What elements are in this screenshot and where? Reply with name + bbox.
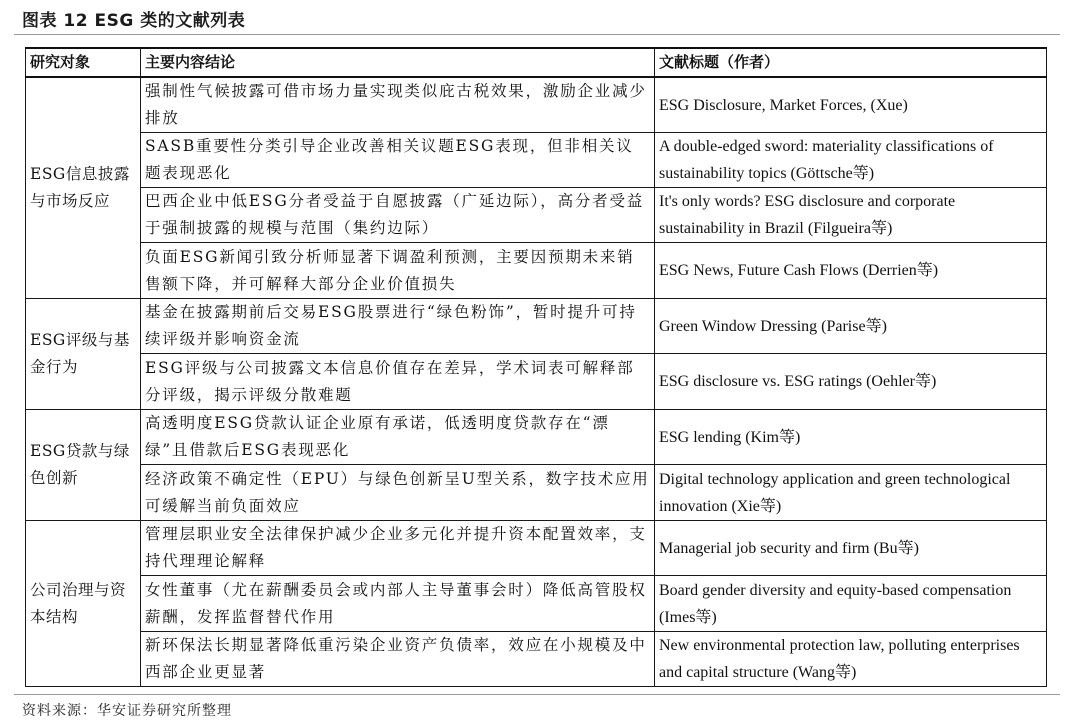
finding-cell: 女性董事（尤在薪酬委员会或内部人主导董事会时）降低高管股权薪酬，发挥监督替代作用	[141, 576, 655, 632]
reference-cell: A double-edged sword: materiality classifications of sustainability topics (Göttsche等)	[655, 133, 1047, 188]
finding-cell: 新环保法长期显著降低重污染企业资产负债率，效应在小规模及中西部企业更显著	[141, 632, 655, 687]
table-row	[26, 243, 1047, 299]
table-row	[26, 521, 1047, 576]
reference-cell: ESG lending (Kim等)	[655, 410, 1047, 465]
table-row	[26, 632, 1047, 687]
table-row	[26, 576, 1047, 632]
finding-cell: SASB重要性分类引导企业改善相关议题ESG表现，但非相关议题表现恶化	[141, 133, 655, 188]
reference-cell: New environmental protection law, polluting enterprises and capital structure (Wang等)	[655, 632, 1047, 687]
header-research-object: 研究对象	[26, 48, 141, 77]
header-main-findings: 主要内容结论	[141, 48, 655, 77]
table-row	[26, 299, 1047, 354]
finding-cell: 基金在披露期前后交易ESG股票进行“绿色粉饰”，暂时提升可持续评级并影响资金流	[141, 299, 655, 354]
table-row	[26, 133, 1047, 188]
source-divider	[14, 694, 1060, 695]
finding-cell: 巴西企业中低ESG分者受益于自愿披露（广延边际），高分者受益于强制披露的规模与范围（集约边际）	[141, 188, 655, 243]
reference-cell: ESG disclosure vs. ESG ratings (Oehler等)	[655, 354, 1047, 410]
reference-cell: Managerial job security and firm (Bu等)	[655, 521, 1047, 576]
table-row	[26, 77, 1047, 133]
table-row	[26, 354, 1047, 410]
finding-cell: 经济政策不确定性（EPU）与绿色创新呈U型关系，数字技术应用可缓解当前负面效应	[141, 465, 655, 521]
source-note: 资料来源：华安证券研究所整理	[22, 703, 232, 719]
figure-title: 图表 12 ESG 类的文献列表	[22, 11, 246, 31]
category-cell: 公司治理与资本结构	[26, 521, 141, 687]
finding-cell: 负面ESG新闻引致分析师显著下调盈利预测，主要因预期未来销售额下降，并可解释大部分企业价值损失	[141, 243, 655, 299]
table-row	[26, 465, 1047, 521]
reference-cell: ESG News, Future Cash Flows (Derrien等)	[655, 243, 1047, 299]
table-header-row	[26, 48, 1047, 77]
reference-cell: Green Window Dressing (Parise等)	[655, 299, 1047, 354]
reference-cell: It's only words? ESG disclosure and corporate sustainability in Brazil (Filgueira等)	[655, 188, 1047, 243]
literature-table	[25, 47, 1047, 687]
title-divider	[14, 34, 1060, 35]
reference-cell: Digital technology application and green technological innovation (Xie等)	[655, 465, 1047, 521]
finding-cell: ESG评级与公司披露文本信息价值存在差异，学术词表可解释部分评级，揭示评级分散难题	[141, 354, 655, 410]
finding-cell: 高透明度ESG贷款认证企业原有承诺，低透明度贷款存在“漂绿”且借款后ESG表现恶化	[141, 410, 655, 465]
finding-cell: 强制性气候披露可借市场力量实现类似庇古税效果，激励企业减少排放	[141, 77, 655, 133]
category-cell: ESG贷款与绿色创新	[26, 410, 141, 521]
finding-cell: 管理层职业安全法律保护减少企业多元化并提升资本配置效率，支持代理理论解释	[141, 521, 655, 576]
category-cell: ESG评级与基金行为	[26, 299, 141, 410]
table-row	[26, 410, 1047, 465]
category-cell: ESG信息披露与市场反应	[26, 77, 141, 299]
table-row	[26, 188, 1047, 243]
header-paper-title: 文献标题（作者）	[655, 48, 1047, 77]
reference-cell: Board gender diversity and equity-based compensation (Imes等)	[655, 576, 1047, 632]
reference-cell: ESG Disclosure, Market Forces, (Xue)	[655, 77, 1047, 133]
